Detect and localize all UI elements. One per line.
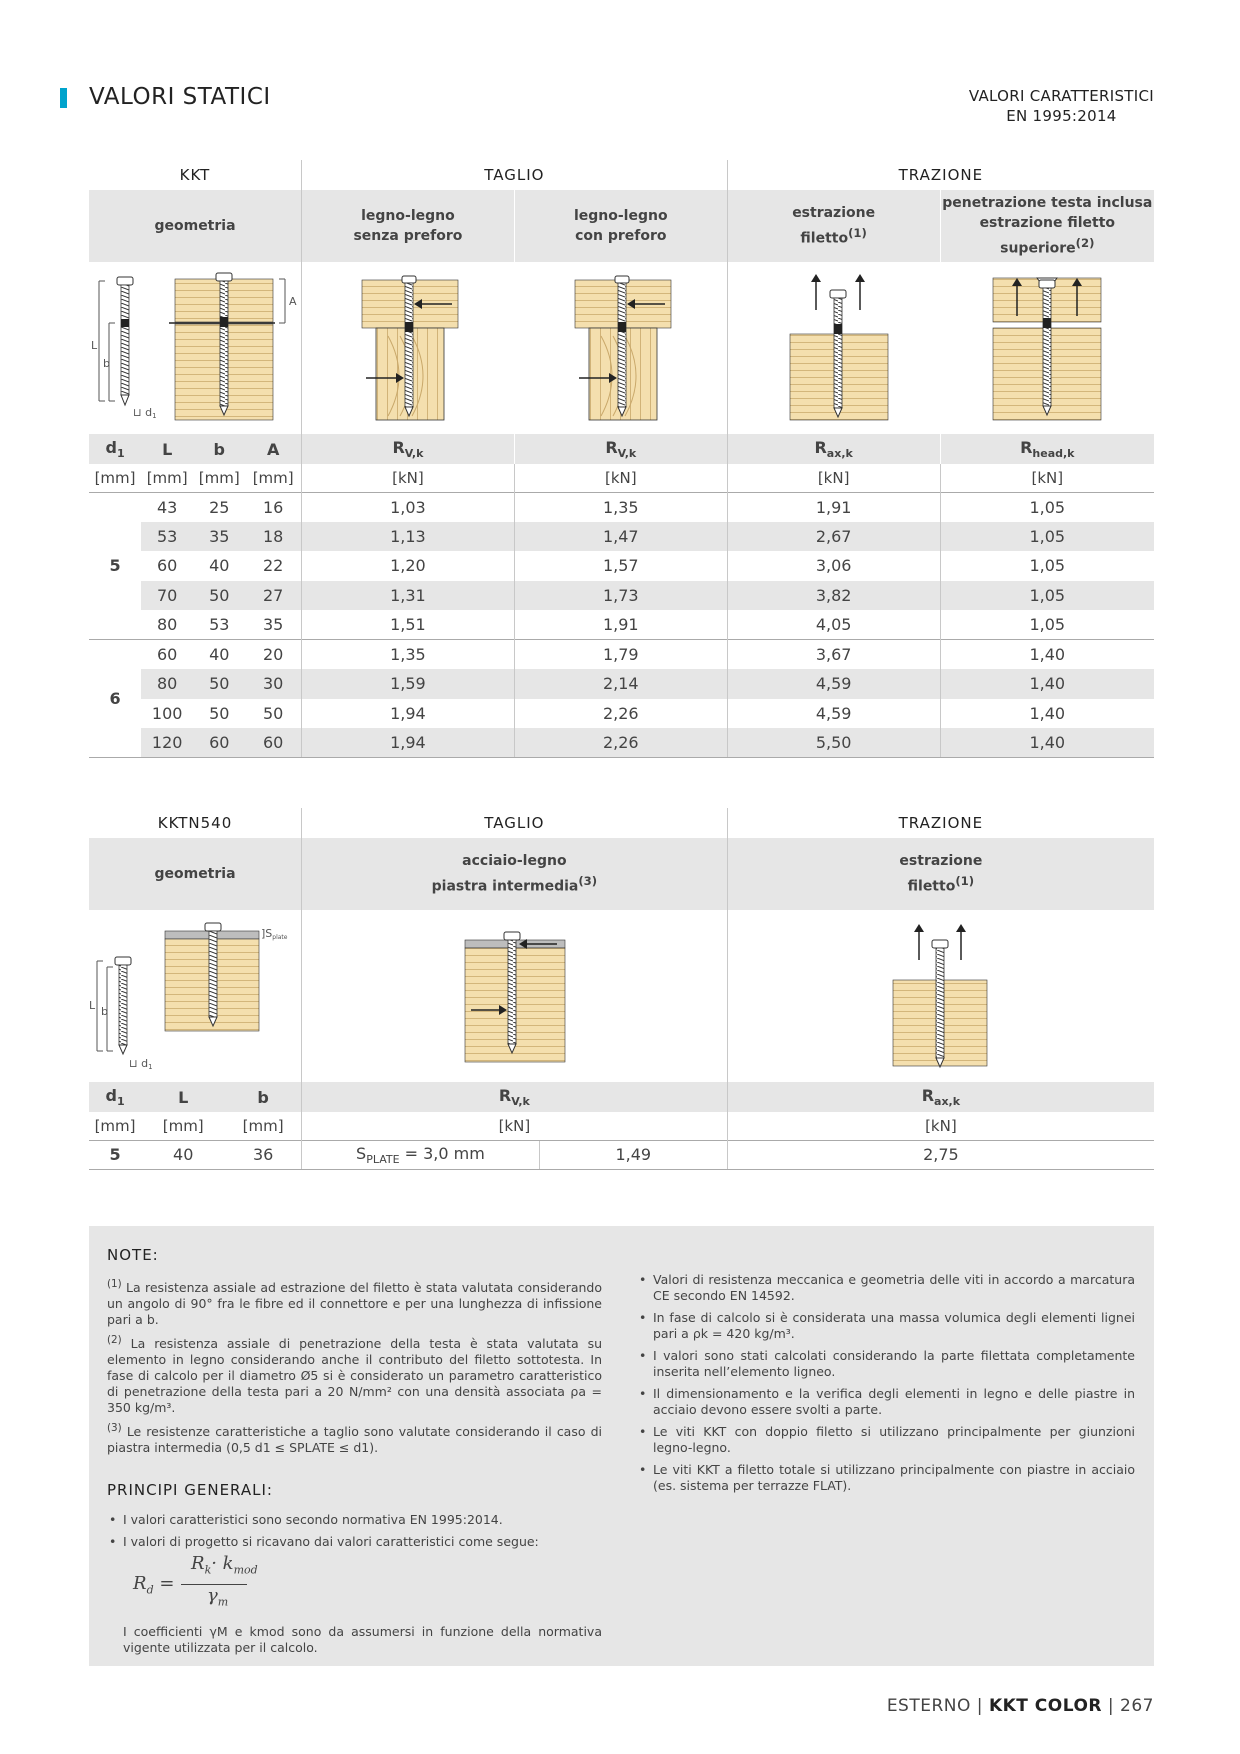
geometry-figure-2 [89, 910, 302, 1082]
principle-1: • I valori caratteristici sono secondo normativa EN 1995:2014. [107, 1512, 602, 1528]
row-b: 50 [193, 669, 245, 699]
note-1: $^{(1)}$ La resistenza assiale ad estrazione del filetto è stata valutata considerando un angolo di 90° fra le fibre ed il connettore e per una lunghezza di infissione pari a b. [107, 1278, 602, 1328]
notes-title: NOTE: [107, 1246, 159, 1264]
table-row [89, 551, 1154, 581]
table-row [89, 492, 1154, 522]
sym-raxk: $R_{ax,k}$ [727, 434, 940, 464]
row-A: 35 [262, 615, 284, 634]
table-row [89, 728, 1154, 758]
row-rvk-2: 1,73 [514, 581, 727, 611]
row-L: 70 [141, 581, 193, 611]
note-bullet: • Il dimensionamento e la verifica degli elementi in legno e delle piastre in acciaio devono essere svolti a parte. [637, 1386, 1135, 1418]
unit-c3: [kN] [727, 464, 940, 492]
row-L: 80 [156, 615, 178, 634]
header-thread-withdrawal-2: estrazione filetto$^{(1)}$ [727, 838, 1154, 910]
sym2-d1: $d_1$ [89, 1082, 141, 1112]
row-rheadk: 1,40 [940, 640, 1154, 670]
kktn540-static-values-table [89, 808, 1154, 1170]
note-bullet: • Valori di resistenza meccanica e geometria delle viti in accordo a marcatura CE secondo EN 14592. [637, 1272, 1135, 1304]
header-wood-wood-no-predrill: legno-legno senza preforo [302, 190, 515, 262]
fig-b-label: b [103, 357, 110, 370]
fig2-L-label: L [89, 999, 96, 1012]
row-raxk: 3,82 [727, 581, 940, 611]
row-rheadk: 1,05 [940, 522, 1154, 552]
notes-left-column [107, 1276, 602, 1660]
unit2-c1: [kN] [302, 1112, 728, 1140]
sym-L: L [141, 434, 193, 464]
row-A: 30 [245, 669, 301, 699]
row-raxk: 4,59 [727, 669, 940, 699]
row-raxk: 2,67 [727, 522, 940, 552]
table-row [89, 699, 1154, 729]
sym-b: b [193, 434, 245, 464]
unit-c4: [kN] [940, 464, 1154, 492]
sym2-rvk: $R_{V,k}$ [302, 1082, 728, 1112]
row-rvk-2: 1,57 [514, 551, 727, 581]
row-rvk-2: 1,35 [514, 492, 727, 522]
t2-b: 36 [225, 1140, 301, 1170]
table-row [89, 522, 1154, 552]
row-rvk-1: 1,35 [302, 640, 515, 670]
row-rvk-1: 1,94 [302, 699, 515, 729]
row-b: 35 [193, 522, 245, 552]
footer-separator-2: | [1107, 1696, 1115, 1716]
group-shear-label: TAGLIO [302, 160, 728, 190]
header-accent-bar [60, 88, 67, 108]
row-L: 60 [141, 640, 193, 670]
fig2-b-label: b [101, 1005, 108, 1018]
header-head-pull-through: penetrazione testa inclusa estrazione filetto superiore$^{(2)}$ [940, 190, 1154, 262]
row-b: 50 [209, 703, 230, 723]
geometry-header: geometria [89, 190, 302, 262]
note-bullet: • Le viti KKT a filetto totale si utilizzano principalmente con piastre in acciaio (es. sistema per terrazze FLAT). [637, 1462, 1135, 1494]
sym-d1: $d_1$ [89, 434, 141, 464]
table-row [89, 610, 1154, 640]
note-3: $^{(3)}$ Le resistenze caratteristiche a taglio sono valutate considerando il caso di piastra intermedia (0,5 d1 ≤ SPLATE ≤ d1). [107, 1422, 602, 1456]
row-rheadk: 1,40 [940, 728, 1154, 758]
shear-no-predrill-figure [302, 262, 515, 434]
row-A: 27 [245, 581, 301, 611]
row-rvk-2: 1,91 [514, 610, 727, 640]
row-rheadk: 1,05 [940, 551, 1154, 581]
shear-predrill-figure [514, 262, 727, 434]
sym2-raxk: $R_{ax,k}$ [727, 1082, 1154, 1112]
row-L: 60 [156, 556, 178, 576]
sym-rvk-1: $R_{V,k}$ [302, 434, 515, 464]
unit2-b: [mm] [242, 1116, 284, 1135]
row-rvk-2: 1,79 [514, 640, 727, 670]
row-b: 40 [209, 556, 230, 576]
table-row [89, 640, 1154, 670]
row-L: 100 [151, 703, 183, 723]
standard-line2: EN 1995:2014 [1006, 107, 1117, 125]
note-bullet: • I valori sono stati calcolati considerando la parte filettata completamente inserita nell’elemento ligneo. [637, 1348, 1135, 1380]
principles-title: PRINCIPI GENERALI: [107, 1481, 273, 1500]
unit-L: [mm] [146, 468, 188, 487]
t2-splate: $S_{PLATE} = 3,0$ mm [302, 1140, 540, 1170]
unit2-d1: [mm] [94, 1116, 136, 1135]
row-rheadk: 1,40 [940, 669, 1154, 699]
row-raxk: 4,59 [727, 699, 940, 729]
row-raxk: 1,91 [727, 492, 940, 522]
sym-rvk-2: $R_{V,k}$ [514, 434, 727, 464]
header-wood-wood-predrill: legno-legno con preforo [514, 190, 727, 262]
page-title: VALORI STATICI [89, 84, 271, 110]
withdrawal-figure [727, 262, 940, 434]
notes-right-column [637, 1272, 1135, 1500]
standard-line1: VALORI CARATTERISTICI [968, 87, 1154, 105]
row-A: 50 [262, 703, 284, 723]
head-pull-through-figure [940, 262, 1154, 434]
sym-rheadk: $R_{head,k}$ [940, 434, 1154, 464]
row-A: 18 [245, 522, 301, 552]
note-bullet: • In fase di calcolo si è considerata una massa volumica degli elementi lignei pari a ρk = 420 kg/m³. [637, 1310, 1135, 1342]
row-L: 80 [141, 669, 193, 699]
standard-reference [969, 86, 1154, 126]
footer [887, 1696, 1154, 1716]
row-rvk-1: 1,51 [302, 610, 515, 640]
row-raxk: 5,50 [727, 728, 940, 758]
row-rheadk: 1,40 [940, 699, 1154, 729]
row-d1: 6 [89, 640, 141, 758]
fig-L-label: L [91, 339, 98, 352]
geometry-header-2: geometria [89, 838, 302, 910]
sym2-L: L [141, 1082, 225, 1112]
t2-raxk: 2,75 [727, 1140, 1154, 1170]
table-row [89, 581, 1154, 611]
t2-L: 40 [141, 1140, 225, 1170]
fig-A-label: A [289, 295, 297, 308]
row-raxk: 4,05 [727, 610, 940, 640]
note-2: $^{(2)}$ La resistenza assiale di penetrazione della testa è stata valutata su elemento in legno considerando anche il contributo del filetto sottotesta. In fase di calcolo per il diametro Ø5 si è considerato un parametro caratteristico di penetrazione della testa pari a 20 N/mm² con una densità associata ρa = 350 kg/m³. [107, 1334, 603, 1416]
row-L: 120 [141, 728, 193, 758]
row-A: 22 [262, 556, 284, 576]
group-tension-label-2: TRAZIONE [727, 808, 1154, 838]
coefficients-note: I coefficienti γM e kmod sono da assumersi in funzione della normativa vigente utilizzata per il calcolo. [123, 1624, 602, 1656]
principle-2: • I valori di progetto si ricavano dai valori caratteristici come segue: [107, 1534, 602, 1550]
footer-section: ESTERNO [886, 1696, 971, 1716]
page-number: 267 [1120, 1696, 1154, 1716]
row-rvk-2: 2,14 [514, 669, 727, 699]
steel-wood-shear-figure [302, 910, 728, 1082]
group-shear-label-2: TAGLIO [302, 808, 728, 838]
row-rvk-1: 1,20 [302, 551, 515, 581]
row-rvk-1: 1,03 [302, 492, 515, 522]
t2-d1: 5 [89, 1140, 141, 1170]
fig-d1-label: ⊔ d1 [133, 406, 157, 420]
row-rheadk: 1,05 [940, 581, 1154, 611]
row-rvk-1: 1,13 [302, 522, 515, 552]
kkt-static-values-table [89, 160, 1154, 758]
header-thread-withdrawal: estrazione filetto$^{(1)}$ [727, 190, 940, 262]
row-L: 43 [141, 492, 193, 522]
unit-A: [mm] [252, 468, 294, 487]
row-b: 40 [193, 640, 245, 670]
row-rheadk: 1,05 [940, 492, 1154, 522]
kkt-data-rows [89, 492, 1154, 758]
fig2-d1-label: ⊔ d1 [129, 1057, 153, 1071]
t2-rvk: 1,49 [539, 1140, 727, 1170]
sym-A: A [245, 434, 301, 464]
geometry-figure [89, 262, 302, 434]
row-rvk-1: 1,31 [302, 581, 515, 611]
row-rvk-2: 2,26 [514, 728, 727, 758]
row-b: 25 [193, 492, 245, 522]
row-d1: 5 [89, 492, 141, 640]
footer-separator-1: | [976, 1696, 984, 1716]
row-b: 53 [209, 615, 230, 634]
unit-c2: [kN] [514, 464, 727, 492]
product-label: KKT [179, 166, 211, 184]
row-rvk-2: 2,26 [514, 699, 727, 729]
withdrawal-figure-2 [727, 910, 1154, 1082]
group-tension-label: TRAZIONE [727, 160, 1154, 190]
product-label-2: KKTN540 [157, 814, 233, 832]
note-bullet: • Le viti KKT con doppio filetto si utilizzano principalmente per giunzioni legno-legno. [637, 1424, 1135, 1456]
unit-b: [mm] [198, 468, 240, 487]
row-raxk: 3,06 [727, 551, 940, 581]
row-rvk-2: 1,47 [514, 522, 727, 552]
row-rvk-1: 1,59 [302, 669, 515, 699]
fig-splate-label: ]Splate [261, 927, 288, 941]
row-raxk: 3,67 [727, 640, 940, 670]
design-formula: $R_d$ = $R_k\cdot k_{mod}$ $\gamma_m$ [133, 1553, 258, 1610]
row-A: 16 [245, 492, 301, 522]
unit2-L: [mm] [162, 1116, 204, 1135]
unit-d1: [mm] [94, 468, 136, 487]
footer-product: KKT COLOR [988, 1696, 1102, 1716]
unit-c1: [kN] [302, 464, 515, 492]
table-row [89, 669, 1154, 699]
row-b: 50 [193, 581, 245, 611]
row-L: 53 [141, 522, 193, 552]
notes-panel [89, 1226, 1154, 1666]
row-rvk-1: 1,94 [302, 728, 515, 758]
row-b: 60 [193, 728, 245, 758]
row-A: 20 [245, 640, 301, 670]
header-steel-wood: acciaio-legno piastra intermedia$^{(3)}$ [302, 838, 728, 910]
row-A: 60 [245, 728, 301, 758]
unit2-c2: [kN] [727, 1112, 1154, 1140]
row-rheadk: 1,05 [940, 610, 1154, 640]
sym2-b: b [225, 1082, 301, 1112]
